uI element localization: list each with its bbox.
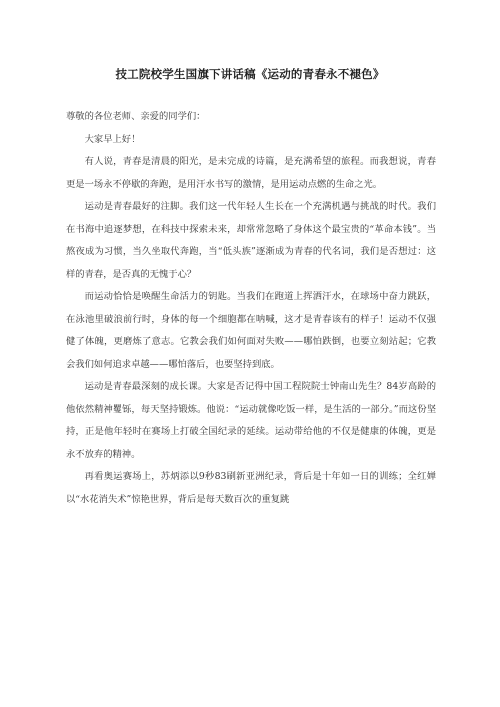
paragraph: 再看奥运赛场上，苏炳添以9秒83刷新亚洲纪录，背后是十年如一日的训练；全红婵以“水花消失术”惊艳世界，背后是每天数百次的重复跳 <box>66 471 436 505</box>
paragraph: 运动是青春最深刻的成长课。大家是否记得中国工程院院士钟南山先生？84岁高龄的他依然精神矍铄，每天坚持锻炼。他说：“运动就像吃饭一样，是生活的一部分。”而这份坚持，正是他年轻时在赛场上打破全国纪录的延续。运动带给他的不仅是健康的体魄，更是永不放弃的精神。 <box>66 381 436 460</box>
greeting: 大家早上好！ <box>84 133 141 145</box>
paragraph: 运动是青春最好的注脚。我们这一代年轻人生长在一个充满机遇与挑战的时代。我们在书海中追逐梦想，在科技中探索未来，却常常忽略了身体这个最宝贵的“革命本钱”。当熬夜成为习惯，当久坐取代奔跑，当“低头族”逐渐成为青春的代名词，我们是否想过：这样的青春，是否真的无愧于心？ <box>66 201 436 280</box>
salutation: 尊敬的各位老师、亲爱的同学们： <box>66 111 206 122</box>
paragraph: 而运动恰恰是唤醒生命活力的钥匙。当我们在跑道上挥洒汗水，在球场中奋力跳跃，在泳池里破浪前行时，身体的每一个细胞都在呐喊，这才是青春该有的样子！运动不仅强健了体魄，更磨炼了意志。它教会我们如何面对失败——哪怕跌倒，也要立刻站起；它教会我们如何追求卓越——哪怕落后，也要坚持到底。 <box>66 291 436 370</box>
document-body <box>66 106 436 511</box>
document-title: 技工院校学生国旗下讲话稿《运动的青春永不褪色》 <box>115 67 385 81</box>
paragraph: 有人说，青春是清晨的阳光，是未完成的诗篇，是充满希望的旅程。而我想说，青春更是一场永不停歇的奔跑，是用汗水书写的激情，是用运动点燃的生命之光。 <box>66 156 436 190</box>
